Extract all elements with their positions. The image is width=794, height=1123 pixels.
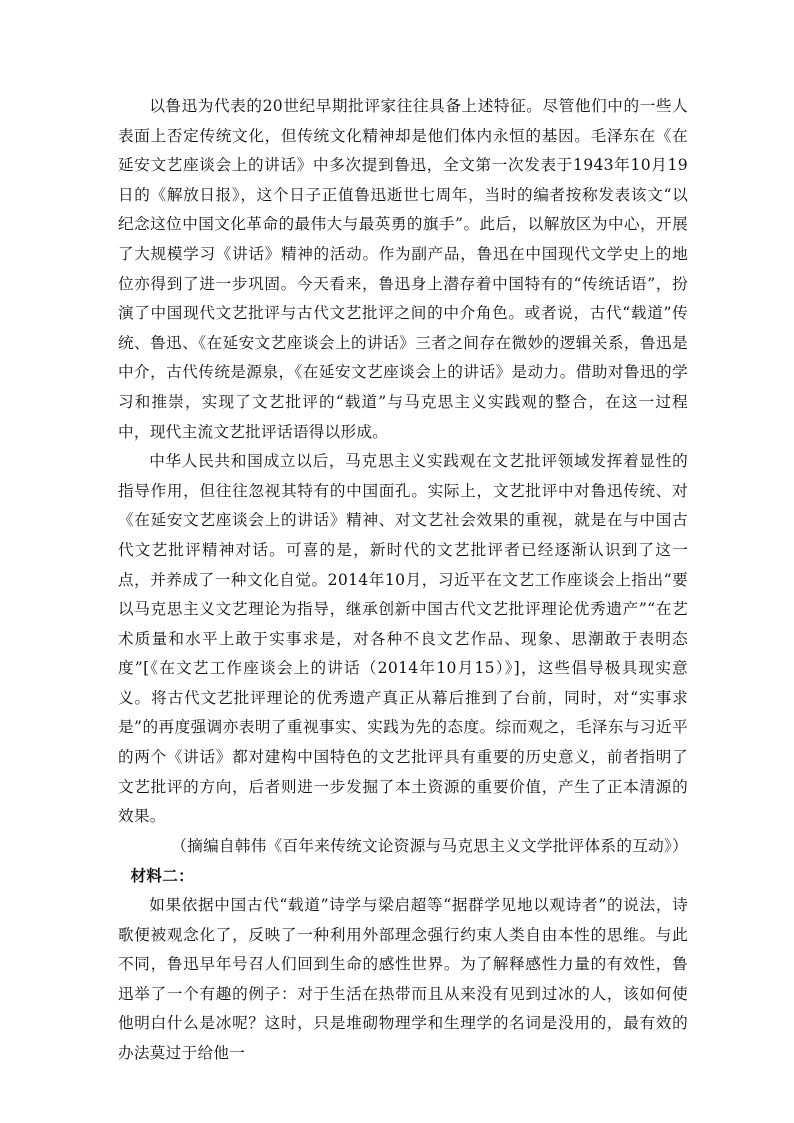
source-citation: （摘编自韩伟《百年来传统文论资源与马克思主义文学批评体系的互动》） <box>171 836 688 855</box>
paragraph-1: 以鲁迅为代表的20世纪早期批评家往往具备上述特征。尽管他们中的一些人表面上否定传统文化，但传统文化精神却是他们体内永恒的基因。毛泽东在《在延安文艺座谈会上的讲话》中多次提到鲁迅，全文第一次发表于1943年10月19日的《解放日报》，这个日子正值鲁迅逝世七周年，当时的编者按称发表该文“以纪念这位中国文化革命的最伟大与最英勇的旗手”。此后，以解放区为中心，开展了大规模学习《讲话》精神的活动。作为副产品，鲁迅在中国现代文学史上的地位亦得到了进一步巩固。今天看来，鲁迅身上潜存着中国特有的“传统话语”，扮演了中国现代文艺批评与古代文艺批评之间的中介角色。或者说，古代“载道”传统、鲁迅、《在延安文艺座谈会上的讲话》三者之间存在微妙的逻辑关系，鲁迅是中介，古代传统是源泉，《在延安文艺座谈会上的讲话》是动力。借助对鲁迅的学习和推崇，实现了文艺批评的“载道”与马克思主义实践观的整合，在这一过程中，现代主流文艺批评话语得以形成。 <box>118 97 688 441</box>
paragraph-2: 中华人民共和国成立以后，马克思主义实践观在文艺批评领域发挥着显性的指导作用，但往往忽视其特有的中国面孔。实际上，文艺批评中对鲁迅传统、对《在延安文艺座谈会上的讲话》精神、对文艺社会效果的重视，就是在与中国古代文艺批评精神对话。可喜的是，新时代的文艺批评者已经逐渐认识到了这一点，并养成了一种文化自觉。2014年10月，习近平在文艺工作座谈会上指出“要以马克思主义文艺理论为指导，继承创新中国古代文艺批评理论优秀遗产”“在艺术质量和水平上敢于实事求是，对各种不良文艺作品、现象、思潮敢于表明态度”[《在文艺工作座谈会上的讲话（2014年10月15）》]，这些倡导极具现实意义。将古代文艺批评理论的优秀遗产真正从幕后推到了台前，同时，对“实事求是”的再度强调亦表明了重视事实、实践为先的态度。综而观之，毛泽东与习近平的两个《讲话》都对建构中国特色的文艺批评具有重要的历史意义，前者指明了文艺批评的方向，后者则进一步发掘了本土资源的重要价值，产生了正本清源的效果。 <box>118 452 688 826</box>
document-body <box>118 92 688 1069</box>
paragraph-3: 如果依据中国古代“载道”诗学与梁启超等“据群学见地以观诗者”的说法，诗歌便被观念化了，反映了一种利用外部理念强行约束人类自由本性的思维。与此不同，鲁迅早年号召人们回到生命的感性世界。为了解释感性力量的有效性，鲁迅举了一个有趣的例子：对于生活在热带而且从来没有见到过冰的人，该如何使他明白什么是冰呢？这时，只是堆砌物理学和生理学的名词是没用的，最有效的办法莫过于给他一 <box>118 896 688 1062</box>
section-heading: 材料二： <box>130 866 195 886</box>
